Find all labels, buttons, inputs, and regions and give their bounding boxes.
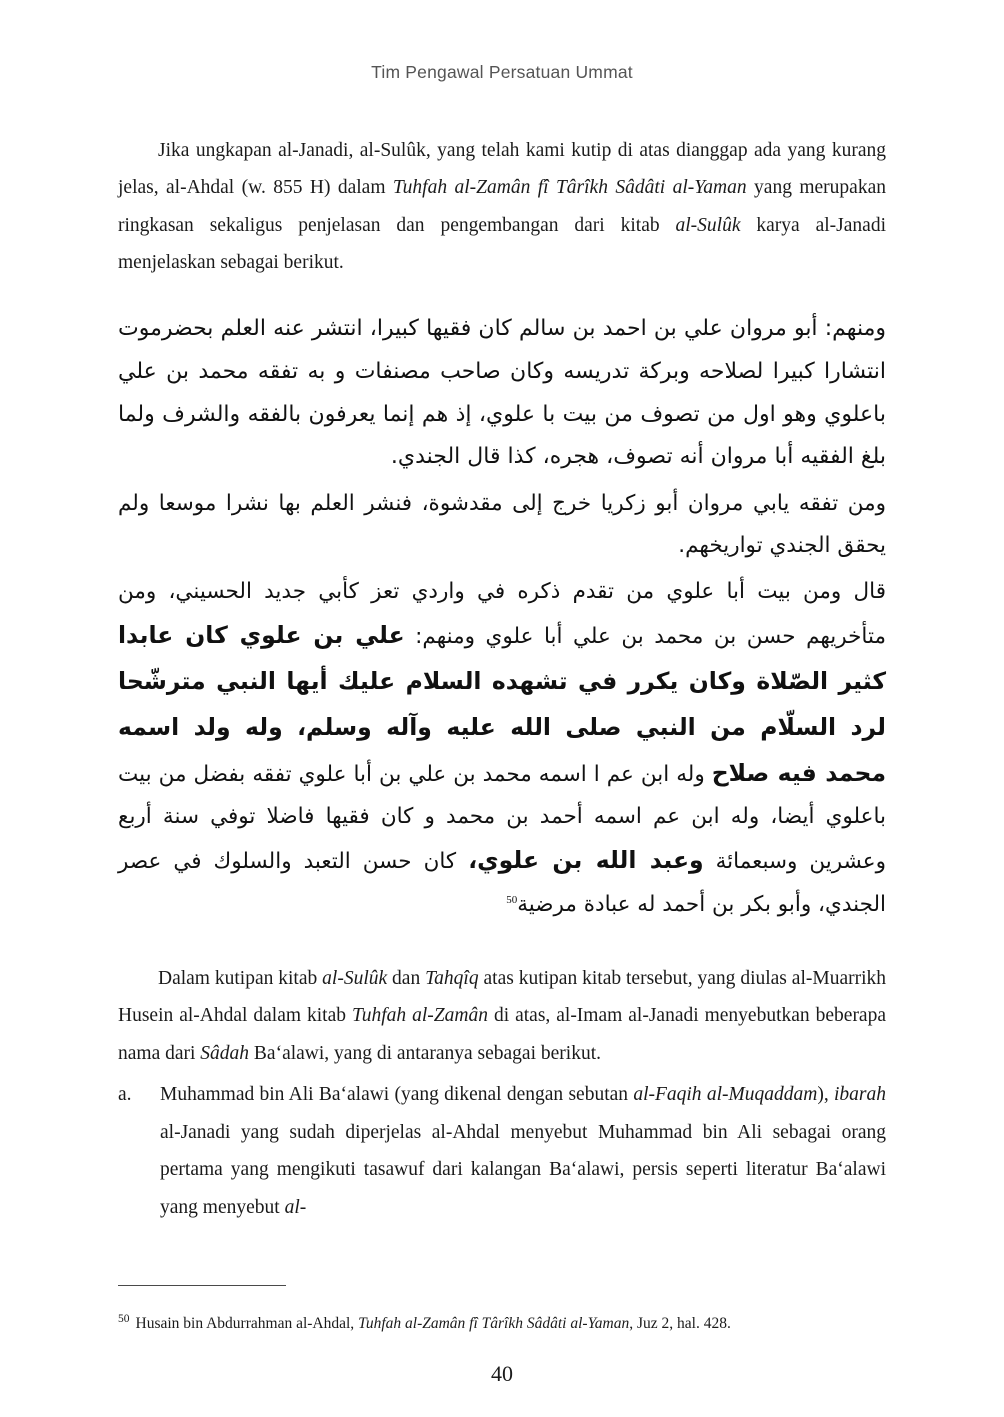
paragraph-discussion-seg4: di atas, al-Imam al-Janadi menyebutkan beberapa nama dari: [118, 1005, 886, 1064]
paragraph-discussion: [118, 960, 886, 1072]
list-item-seg3: al-Janadi yang sudah diperjelas al-Ahdal menyebut Muhammad bin Ali sebagai orang pertama yang mengikuti tasawuf dari kalangan Ba‘alawi, persis seperti literatur Ba‘alawi yang menyebut: [160, 1121, 886, 1218]
arabic-paragraph-2: ومن تفقه يابي مروان أبو زكريا خرج إلى مقدشوة، فنشر العلم بها نشرا موسعا ولم يحقق الجندي تواريخهم.: [118, 491, 886, 559]
arabic-quotation: [118, 308, 886, 926]
paragraph-discussion-seg5: Ba‘alawi, yang di antaranya sebagai berikut.: [249, 1042, 601, 1064]
arabic-p3-bold-2: وعبد الله بن علوي،: [468, 846, 704, 875]
footnote-marker: 50: [506, 893, 518, 906]
running-head: Tim Pengawal Persatuan Ummat: [371, 62, 633, 82]
spacer: [118, 930, 886, 960]
page-number: 40: [491, 1361, 513, 1386]
list-item-marker: a.: [118, 1084, 132, 1106]
paragraph-intro-seg3: karya al-Janadi menjelaskan sebagai berikut.: [118, 214, 886, 274]
list-item-italic-1: al-Faqih al-Muqaddam: [633, 1084, 818, 1106]
footnote-number: 50: [118, 1313, 130, 1326]
footnote: [118, 1310, 886, 1337]
page-content: [118, 132, 886, 1226]
list-item-seg1: Muhammad bin Ali Ba‘alawi (yang dikenal dengan sebutan: [160, 1084, 634, 1106]
list-item-seg2: ),: [817, 1084, 834, 1106]
paragraph-discussion-title-4: Sâdah: [200, 1042, 250, 1064]
paragraph-discussion-title-3: Tuhfah al-Zamân: [351, 1005, 488, 1027]
arabic-p3-post-2: كان حسن التعبد والسلوك في عصر الجندي، وأبو بكر بن أحمد له عبادة مرضية: [118, 849, 886, 918]
footnote-seg1: Husain bin Abdurrahman al-Ahdal,: [135, 1315, 359, 1333]
footnote-title: Tuhfah al-Zamân fî Târîkh Sâdâti al-Yaman: [358, 1315, 630, 1333]
paragraph-intro-seg2: yang merupakan ringkasan sekaligus penjelasan dan pengembangan dari kitab: [118, 177, 886, 236]
paragraph-intro-title-1: Tuhfah al-Zamân fî Târîkh Sâdâti al-Yaman: [392, 177, 747, 199]
list-item-italic-2: ibarah: [833, 1084, 886, 1106]
arabic-p3-pre: قال ومن بيت أبا علوي من تقدم ذكره في واردي تعز كأبي جديد الحسيني، ومن متأخريهم حسن بن محمد بن علي أبا علوي ومنهم:: [118, 579, 886, 650]
footnote-seg2: , Juz 2, hal. 428.: [629, 1315, 731, 1333]
arabic-paragraph-3: [118, 571, 886, 926]
paragraph-discussion-title-1: al-Sulûk: [322, 967, 388, 989]
footnote-separator: [118, 1285, 286, 1286]
paragraph-discussion-seg2: dan: [387, 967, 426, 989]
arabic-paragraph-1: ومنهم: أبو مروان علي بن احمد بن سالم كان فقيها كبيرا، انتشر عنه العلم بحضرموت انتشارا كبيرا لصلاحه وبركة تدريسه وكان صاحب مصنفات و به تفقه محمد بن علي باعلوي وهو اول من تصوف من بيت با علوي، إذ هم إنما يعرفون بالفقه والشرف ولما بلغ الفقيه أبا مروان أنه تصوف، هجره، كذا قال الجندي.: [118, 315, 886, 470]
paragraph-intro: [118, 132, 886, 282]
arabic-p3-post: وله ابن عم ا اسمه محمد بن علي بن أبا علوي تفقه بفضل من بيت باعلوي أيضا، وله ابن عم اسمه أحمد بن محمد و كان فقيها فاضلا توفي سنة أربع وعشرين وسبعمائة: [118, 761, 886, 875]
paragraph-discussion-seg1: Dalam kutipan kitab: [158, 967, 323, 989]
arabic-p3-bold: علي بن علوي كان عابدا كثير الصّلاة وكان يكرر في تشهده السلام عليك أيها النبي مترشّحا لرد السلّام من النبي صلى الله عليه وآله وسلم، وله ولد اسمه محمد فيه صلاح: [118, 621, 887, 787]
list-item-body: [160, 1076, 886, 1226]
paragraph-intro-seg1: Jika ungkapan al-Janadi, al-Sulûk, yang telah kami kutip di atas dianggap ada yang kurang jelas, al-Ahdal (w. 855 H) dalam: [118, 140, 886, 199]
paragraph-intro-title-2: al-Sulûk: [675, 214, 741, 236]
paragraph-discussion-title-2: Tahqîq: [425, 967, 479, 989]
paragraph-discussion-seg3: atas kutipan kitab tersebut, yang diulas al-Muarrikh Husein al-Ahdal dalam kitab: [118, 967, 887, 1027]
list-item: [118, 1076, 886, 1226]
list-item-italic-3: al-: [284, 1196, 307, 1218]
